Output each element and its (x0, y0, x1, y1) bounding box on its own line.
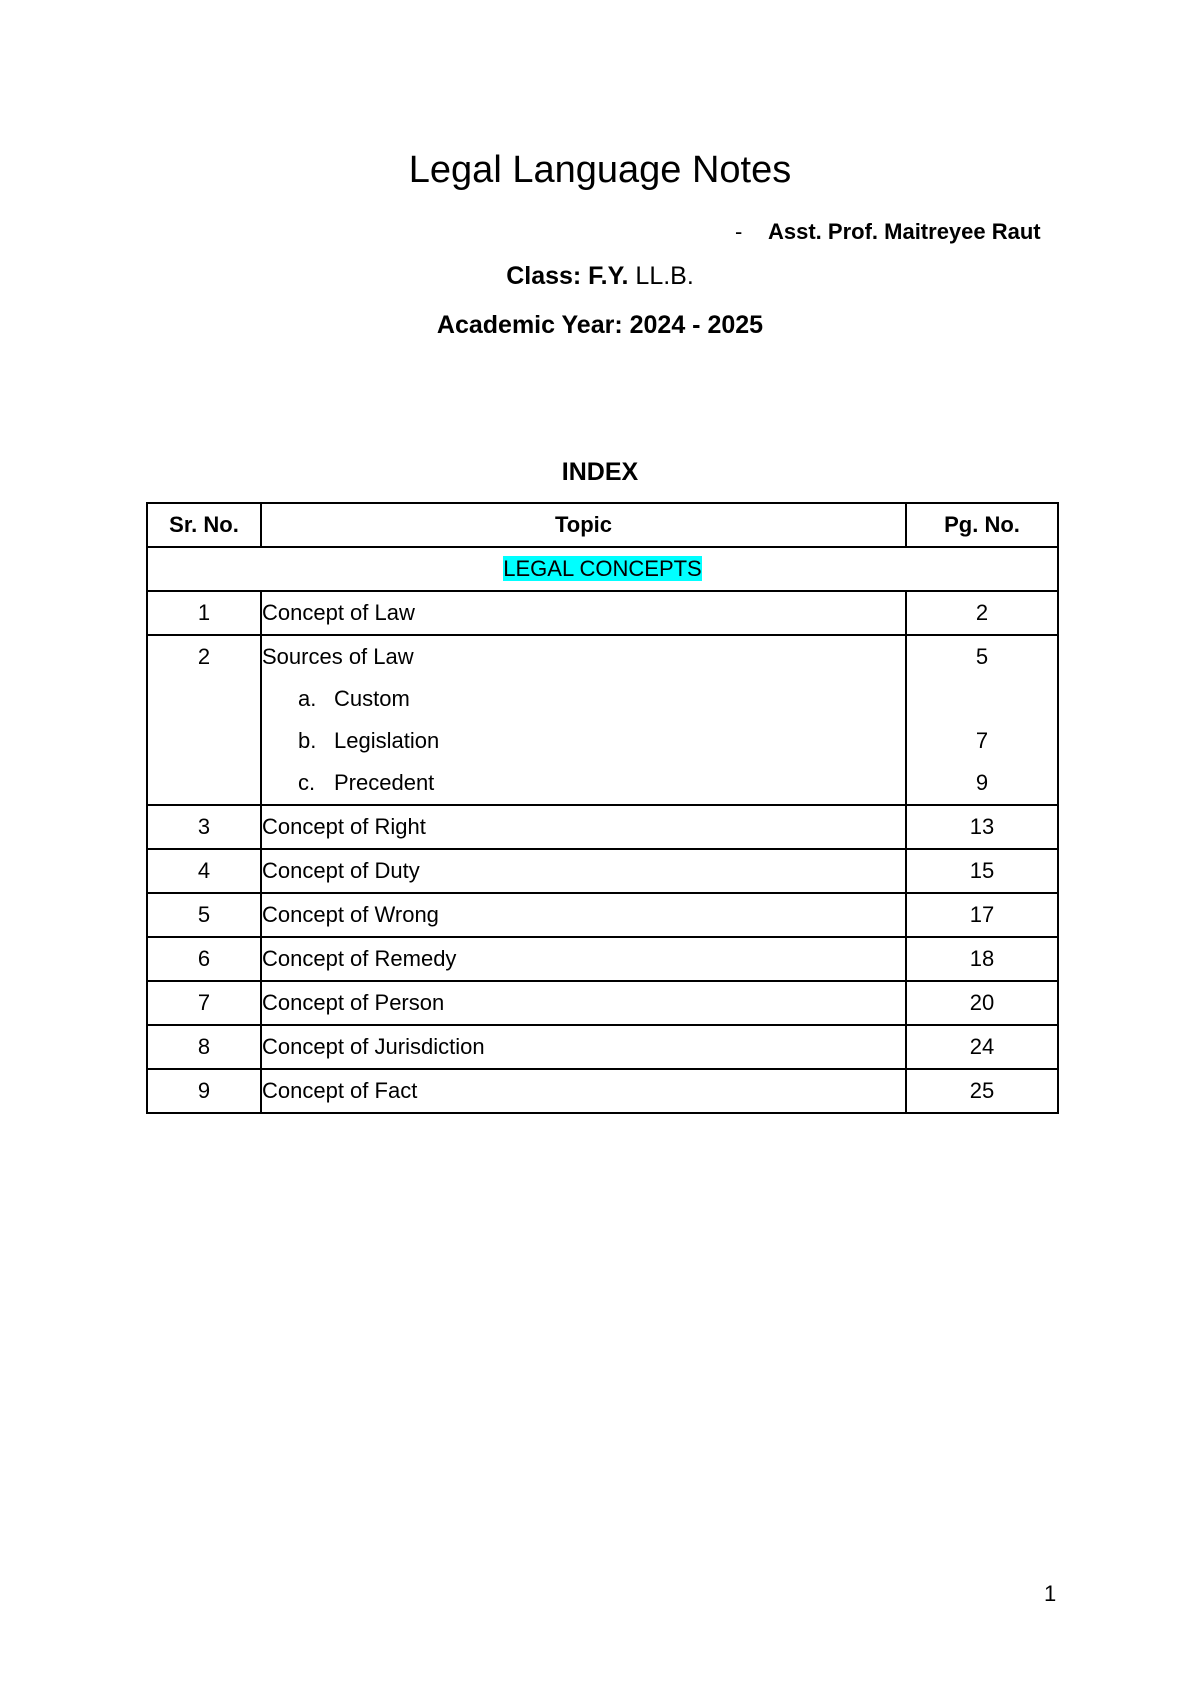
page-number: 1 (1044, 1581, 1057, 1606)
topic-cell (261, 937, 906, 981)
topic-cell (261, 591, 906, 635)
subtopic-marker: b. (298, 728, 317, 753)
topic-text: Concept of Jurisdiction (262, 1034, 485, 1059)
subtopic-text: Legislation (334, 728, 440, 753)
topic-text: Concept of Fact (262, 1078, 418, 1103)
subtopic-item (262, 720, 905, 762)
table-row (147, 1025, 1058, 1069)
subtopic-page: 9 (975, 770, 989, 795)
table-row (147, 937, 1058, 981)
table-row (147, 849, 1058, 893)
page-text: 24 (969, 1034, 995, 1059)
class-value: LL.B. (635, 262, 694, 290)
page-no-cell (906, 591, 1058, 635)
subtopic-page (907, 678, 1057, 720)
topic-text: Concept of Duty (262, 858, 420, 883)
page-no-cell (906, 849, 1058, 893)
document-title: Legal Language Notes (408, 149, 792, 191)
section-label: LEGAL CONCEPTS (503, 556, 702, 581)
page-no-cell (906, 805, 1058, 849)
topic-text: Concept of Law (262, 600, 415, 625)
page-no-cell (906, 1025, 1058, 1069)
table-row (147, 635, 1058, 805)
topic-cell (261, 1025, 906, 1069)
table-row (147, 981, 1058, 1025)
page-text: 13 (969, 814, 995, 839)
subtopic-marker: a. (298, 686, 317, 711)
sr-no-cell: 8 (147, 1025, 261, 1069)
topic-text: Concept of Person (262, 990, 445, 1015)
sr-no-cell: 2 (147, 635, 261, 805)
topic-cell (261, 1069, 906, 1113)
topic-cell (261, 635, 906, 805)
topic-cell (261, 805, 906, 849)
page-no-cell (906, 981, 1058, 1025)
sr-no-cell: 4 (147, 849, 261, 893)
subtopic-item (262, 678, 905, 720)
page-text: 25 (969, 1078, 995, 1103)
header-topic: Topic (261, 503, 906, 547)
topic-text: Concept of Wrong (262, 902, 439, 927)
section-cell (147, 547, 1058, 591)
class-label: Class: F.Y. (506, 262, 629, 290)
author-name: Asst. Prof. Maitreyee Raut (768, 219, 1041, 244)
subtopic-text: Precedent (334, 770, 435, 795)
sr-no-cell: 1 (147, 591, 261, 635)
page-no-cell (906, 635, 1058, 805)
subtopic-page: 7 (975, 728, 989, 753)
page-text: 2 (975, 600, 989, 625)
topic-cell (261, 849, 906, 893)
sr-no-cell: 7 (147, 981, 261, 1025)
page-text: 20 (969, 990, 995, 1015)
table-row (147, 1069, 1058, 1113)
subtopic-marker: c. (298, 770, 316, 795)
header-page-no: Pg. No. (906, 503, 1058, 547)
table-row (147, 893, 1058, 937)
page-no-cell (906, 893, 1058, 937)
index-table (146, 502, 1059, 1114)
table-row (147, 591, 1058, 635)
sr-no-cell: 6 (147, 937, 261, 981)
page-text: 17 (969, 902, 995, 927)
sr-no-cell: 9 (147, 1069, 261, 1113)
page-text: 5 (975, 644, 989, 669)
topic-text: Sources of Law (262, 644, 414, 669)
author-line (735, 218, 1041, 246)
sr-no-cell: 5 (147, 893, 261, 937)
page-no-cell (906, 937, 1058, 981)
table-row (147, 805, 1058, 849)
sr-no-cell: 3 (147, 805, 261, 849)
subtopic-text: Custom (334, 686, 410, 711)
page-text: 15 (969, 858, 995, 883)
section-row (147, 547, 1058, 591)
topic-text: Concept of Right (262, 814, 426, 839)
academic-year: Academic Year: 2024 - 2025 (436, 311, 764, 339)
class-line (0, 260, 1200, 292)
subtopic-item (262, 762, 905, 804)
page-no-cell (906, 1069, 1058, 1113)
author-dash: - (735, 219, 743, 244)
index-title: INDEX (561, 458, 639, 486)
topic-cell (261, 893, 906, 937)
header-sr-no: Sr. No. (147, 503, 261, 547)
table-header-row (147, 503, 1058, 547)
topic-text: Concept of Remedy (262, 946, 457, 971)
page-text: 18 (969, 946, 995, 971)
topic-cell (261, 981, 906, 1025)
